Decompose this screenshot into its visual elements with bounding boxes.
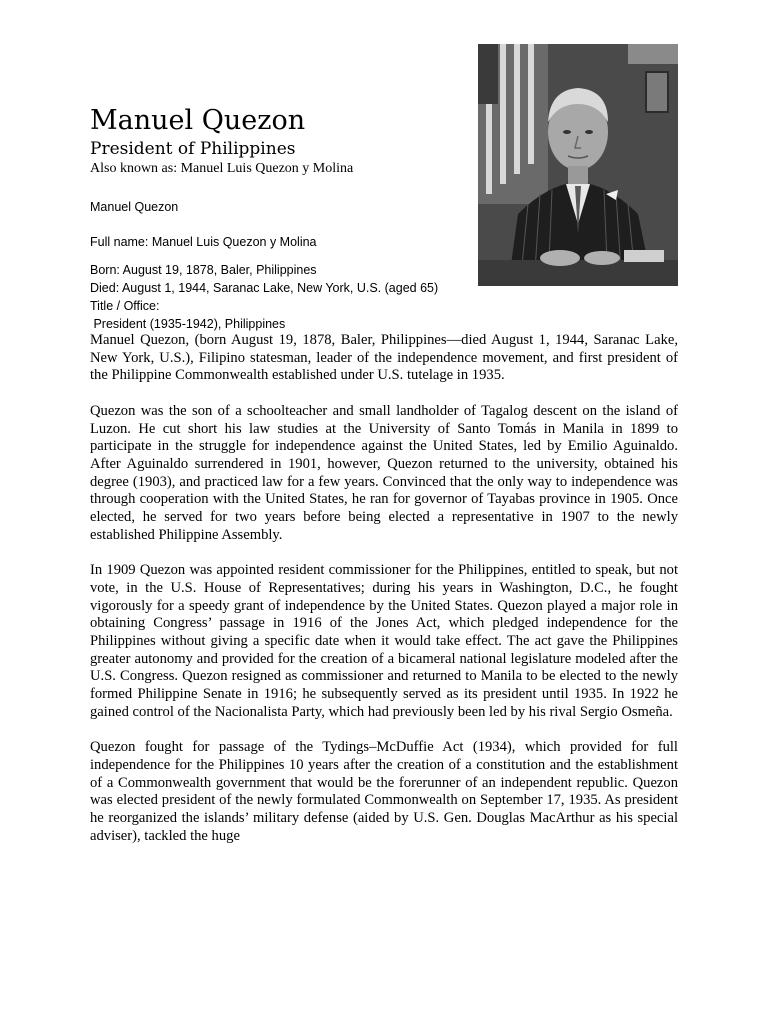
- born-line: Born: August 19, 1878, Baler, Philippines: [90, 263, 317, 277]
- paragraph: Manuel Quezon, (born August 19, 1878, Baler, Philippines—died August 1, 1944, Saranac Lake, New York, U.S.), Filipino statesman, leader of the independence movement, and first president of the Philippine Commonwealth established under U.S. tutelage in 1935.: [90, 332, 678, 384]
- paragraph: In 1909 Quezon was appointed resident commissioner for the Philippines, entitled to speak, but not vote, in the U.S. House of Representatives; during his years in Washington, D.C., he fought vigorously for a speedy grant of independence by the United States. Quezon played a major role in obtaining Congress’ passage in 1916 of the Jones Act, which pledged independence for the Philippines without giving a specific date when it would take effect. The act gave the Philippines greater autonomy and provided for the creation of a bicameral national legislature modeled after the U.S. Congress. Quezon resigned as commissioner and returned to Manila to be elected to the newly formed Philippine Senate in 1916; he subsequently served as its president until 1935. In 1922 he gained control of the Nacionalista Party, which had previously been led by his rival Sergio Osmeña.: [90, 562, 678, 720]
- office-line: President (1935-1942), Philippines: [90, 317, 286, 331]
- died-line: Died: August 1, 1944, Saranac Lake, New York, U.S. (aged 65): [90, 281, 439, 295]
- paragraph: Quezon fought for passage of the Tydings–McDuffie Act (1934), which provided for full independence for the Philippines 10 years after the creation of a constitution and the establishment of a Commonwealth government that would be the forerunner of an independent republic. Quezon was elected president of the newly formulated Commonwealth on September 17, 1935. As president he reorganized the islands’ military defense (aided by U.S. Gen. Douglas MacArthur as his special adviser), tackled the huge: [90, 739, 678, 844]
- full-name: Full name: Manuel Luis Quezon y Molina: [90, 235, 317, 249]
- paragraph: Quezon was the son of a schoolteacher and small landholder of Tagalog descent on the island of Luzon. He cut short his law studies at the University of Santo Tomás in Manila in 1899 to participate in the struggle for independence against the United States, led by Emilio Aguinaldo. After Aguinaldo surrendered in 1901, however, Quezon returned to the university, obtained his degree (1903), and practiced law for a few years. Convinced that the only way to independence was through cooperation with the United States, he ran for governor of Tayabas province in 1905. Once elected, he served for two years before being elected a representative in 1907 to the newly established Philippine Assembly.: [90, 402, 678, 543]
- portrait-photo: [478, 44, 678, 286]
- info-short-name: [90, 198, 470, 216]
- article-body: [90, 332, 678, 863]
- page-subtitle: President of Philippines: [90, 139, 296, 159]
- page-title: Manuel Quezon: [90, 105, 306, 136]
- info-details: [90, 261, 470, 333]
- also-known-as: Also known as: Manuel Luis Quezon y Molina: [90, 161, 354, 176]
- title-label: Title / Office:: [90, 299, 160, 313]
- header: [90, 104, 470, 178]
- info-full-name: [90, 233, 470, 251]
- flag-graphic: [478, 44, 548, 204]
- portrait-illustration: [478, 44, 678, 286]
- short-name: Manuel Quezon: [90, 200, 179, 214]
